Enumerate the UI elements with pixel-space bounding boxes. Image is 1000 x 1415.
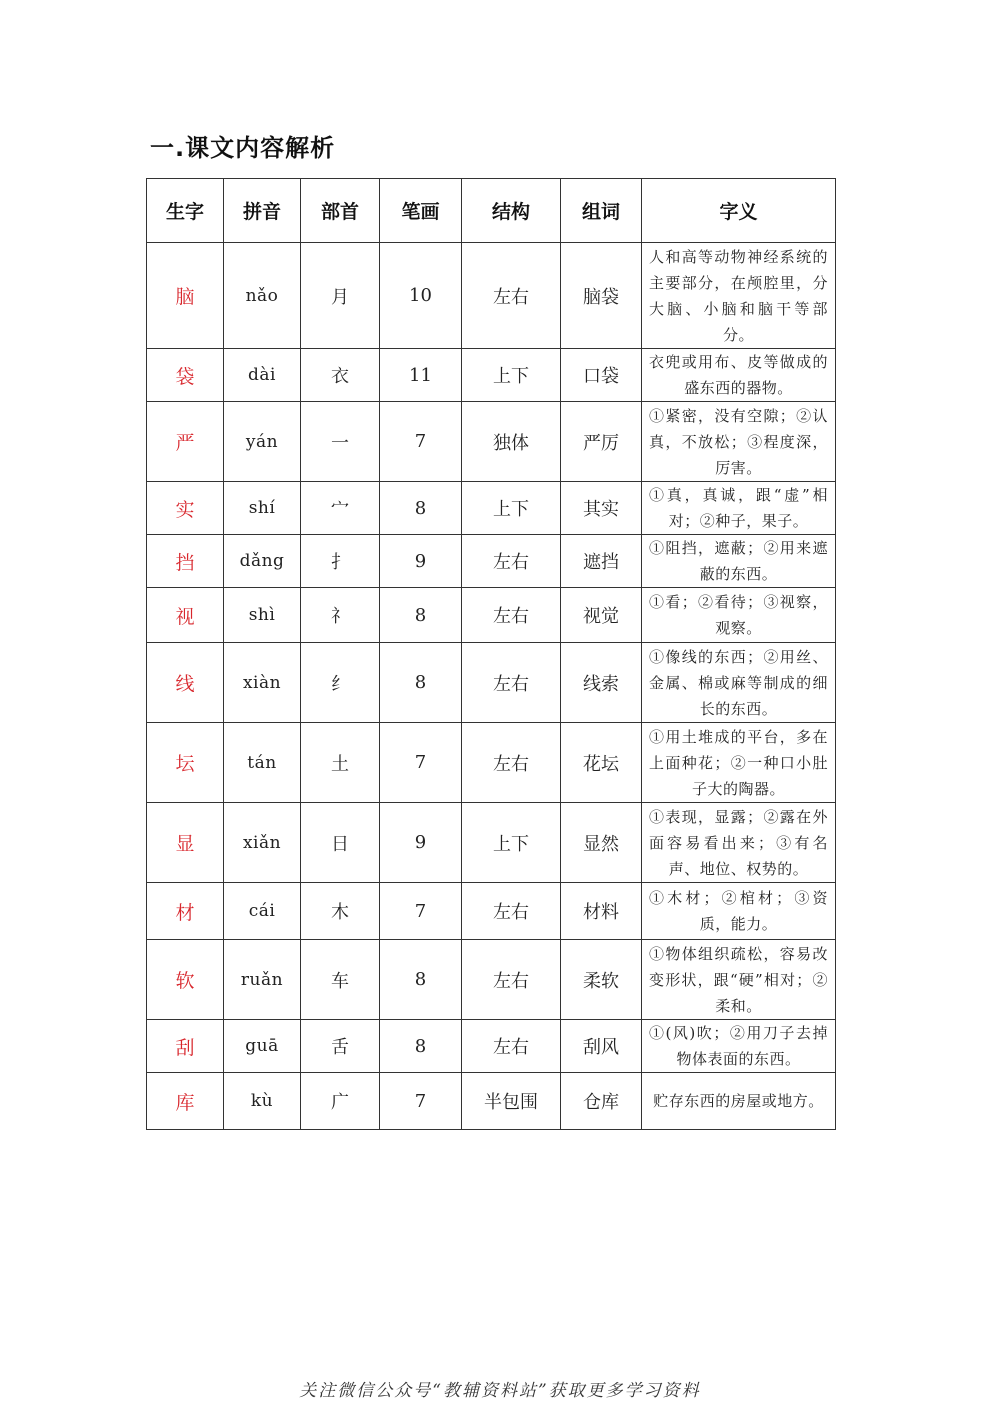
cell-meaning: ①像线的东西；②用丝、金属、棉或麻等制成的细长的东西。 [642,643,836,723]
table-row [147,883,836,940]
cell-char: 显 [147,803,224,883]
cell-char: 严 [147,402,224,482]
cell-char: 袋 [147,349,224,402]
cell-word: 遮挡 [561,535,642,588]
header-meaning: 字义 [642,179,836,243]
cell-word: 线索 [561,643,642,723]
cell-radical: 礻 [301,588,380,643]
header-pinyin: 拼音 [224,179,301,243]
cell-pinyin: shí [224,482,301,535]
cell-meaning: 贮存东西的房屋或地方。 [642,1073,836,1130]
cell-char: 库 [147,1073,224,1130]
table-row [147,1020,836,1073]
cell-char: 实 [147,482,224,535]
table-row [147,482,836,535]
cell-pinyin: dài [224,349,301,402]
cell-word: 柔软 [561,940,642,1020]
cell-radical: 广 [301,1073,380,1130]
cell-structure: 左右 [462,643,561,723]
cell-word: 显然 [561,803,642,883]
cell-word: 其实 [561,482,642,535]
cell-structure: 上下 [462,482,561,535]
cell-pinyin: tán [224,723,301,803]
cell-strokes: 7 [380,723,462,803]
cell-strokes: 8 [380,588,462,643]
table-row [147,723,836,803]
table-row [147,643,836,723]
cell-radical: 一 [301,402,380,482]
cell-structure: 左右 [462,588,561,643]
cell-strokes: 7 [380,1073,462,1130]
cell-meaning: 衣兜或用布、皮等做成的盛东西的器物。 [642,349,836,402]
cell-word: 脑袋 [561,243,642,349]
cell-structure: 上下 [462,803,561,883]
table-row [147,803,836,883]
cell-radical: 土 [301,723,380,803]
cell-radical: 日 [301,803,380,883]
cell-meaning: ①(风)吹；②用刀子去掉物体表面的东西。 [642,1020,836,1073]
cell-pinyin: cái [224,883,301,940]
cell-pinyin: xiàn [224,643,301,723]
cell-structure: 半包围 [462,1073,561,1130]
cell-structure: 独体 [462,402,561,482]
cell-meaning: ①用土堆成的平台，多在上面种花；②一种口小肚子大的陶器。 [642,723,836,803]
cell-word: 口袋 [561,349,642,402]
cell-strokes: 7 [380,402,462,482]
cell-strokes: 8 [380,482,462,535]
table-row [147,1073,836,1130]
header-word: 组词 [561,179,642,243]
cell-pinyin: nǎo [224,243,301,349]
cell-radical: 木 [301,883,380,940]
cell-word: 严厉 [561,402,642,482]
cell-meaning: ①物体组织疏松，容易改变形状，跟“硬”相对；②柔和。 [642,940,836,1020]
table-header-row [147,179,836,243]
cell-strokes: 11 [380,349,462,402]
cell-pinyin: kù [224,1073,301,1130]
cell-structure: 左右 [462,940,561,1020]
cell-meaning: ①真，真诚，跟“虚”相对；②种子，果子。 [642,482,836,535]
cell-structure: 左右 [462,1020,561,1073]
cell-structure: 左右 [462,723,561,803]
vocabulary-table [146,178,836,1130]
cell-char: 刮 [147,1020,224,1073]
cell-word: 仓库 [561,1073,642,1130]
cell-radical: 纟 [301,643,380,723]
cell-structure: 上下 [462,349,561,402]
cell-char: 视 [147,588,224,643]
cell-meaning: ①木材；②棺材；③资质，能力。 [642,883,836,940]
cell-radical: 舌 [301,1020,380,1073]
cell-radical: 月 [301,243,380,349]
cell-pinyin: xiǎn [224,803,301,883]
cell-char: 线 [147,643,224,723]
cell-strokes: 8 [380,940,462,1020]
cell-structure: 左右 [462,243,561,349]
footer-note: 关注微信公众号“教辅资料站”获取更多学习资料 [299,1381,701,1401]
cell-char: 坛 [147,723,224,803]
table-row [147,243,836,349]
cell-meaning: ①阻挡，遮蔽；②用来遮蔽的东西。 [642,535,836,588]
cell-meaning: ①紧密，没有空隙；②认真，不放松；③程度深，厉害。 [642,402,836,482]
cell-strokes: 8 [380,1020,462,1073]
cell-structure: 左右 [462,535,561,588]
cell-pinyin: ruǎn [224,940,301,1020]
cell-char: 挡 [147,535,224,588]
cell-char: 材 [147,883,224,940]
cell-pinyin: dǎng [224,535,301,588]
cell-pinyin: shì [224,588,301,643]
cell-meaning: ①表现，显露；②露在外面容易看出来；③有名声、地位、权势的。 [642,803,836,883]
cell-radical: 扌 [301,535,380,588]
cell-pinyin: guā [224,1020,301,1073]
cell-radical: 宀 [301,482,380,535]
cell-strokes: 7 [380,883,462,940]
cell-strokes: 9 [380,803,462,883]
cell-char: 软 [147,940,224,1020]
table-row [147,940,836,1020]
table-row [147,535,836,588]
cell-structure: 左右 [462,883,561,940]
header-char: 生字 [147,179,224,243]
header-structure: 结构 [462,179,561,243]
cell-meaning: ①看；②看待；③视察，观察。 [642,588,836,643]
cell-word: 刮风 [561,1020,642,1073]
table-row [147,588,836,643]
cell-strokes: 9 [380,535,462,588]
cell-strokes: 8 [380,643,462,723]
header-strokes: 笔画 [380,179,462,243]
header-radical: 部首 [301,179,380,243]
table-row [147,349,836,402]
cell-strokes: 10 [380,243,462,349]
cell-radical: 车 [301,940,380,1020]
cell-meaning: 人和高等动物神经系统的主要部分，在颅腔里，分大脑、小脑和脑干等部分。 [642,243,836,349]
section-title: 一.课文内容解析 [150,134,336,162]
cell-word: 材料 [561,883,642,940]
cell-pinyin: yán [224,402,301,482]
cell-char: 脑 [147,243,224,349]
cell-radical: 衣 [301,349,380,402]
table-row [147,402,836,482]
cell-word: 视觉 [561,588,642,643]
cell-word: 花坛 [561,723,642,803]
